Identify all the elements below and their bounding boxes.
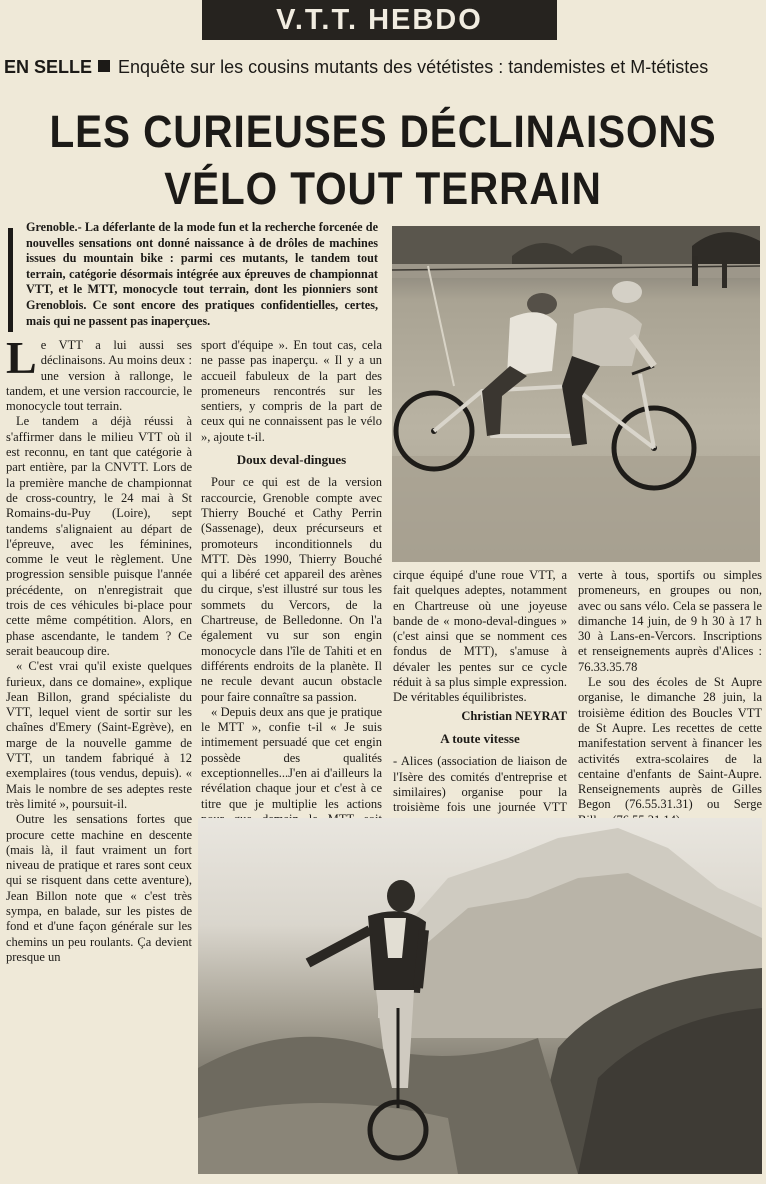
body-column-1 (6, 332, 192, 965)
paragraph-text: e VTT a lui aussi ses déclinaisons. Au moins deux : une version à rallonge, le tandem, et une version raccourcie, le monocycle tout terrain. (6, 338, 192, 414)
paragraph: Pour ce qui est de la version raccourcie, Grenoble compte avec Thierry Bouché et Cathy Perrin (Sassenage), deux précurseurs et promoteurs inconditionnels du MTT. Dès 1990, Thierry Bouché qui a libéré cet appareil des arènes du cirque, s'est illustré sur tous les sommets du Vercors, de la Chartreuse, de Belledonne. On l'a également vu sur son engin monocycle dans l'île de Tahiti et en différents endroits de la planète. Il ne recule devant aucun obstacle pour faire connaître sa passion. (201, 475, 382, 704)
kicker (4, 56, 744, 78)
unicycle-photo (198, 818, 762, 1174)
unicycle-photo-illustration (198, 818, 762, 1174)
paragraph: cirque équipé d'une roue VTT, a fait quelques adeptes, notamment en Chartreuse où une joyeuse bande de « mono-deval-dingues » (c'est ainsi que se nomment ces fondus de MTT), s'amuse à dévaler les pentes sur ce cycle réduit à sa plus simple expression. De véritables équilibristes. (393, 568, 567, 705)
lead-paragraph: Grenoble.- La déferlante de la mode fun et la recherche forcenée de nouvelles sensations ont donné naissance à de drôles de machines issues du mountain bike : parmi ces mutants, le tandem tout terrain, catégorie désormais intégrée aux épreuves de championnat VTT, et le MTT, monocycle tout terrain, dont les pionniers sont Grenoblois. Ce sont encore des pratiques confidentielles, certes, mais qui ne passent pas inaperçues. (26, 220, 378, 328)
paragraph: Le tandem a déjà réussi à s'affirmer dans le milieu VTT où il est reconnu, en tant que catégorie à part entière, par la CNVTT. Lors de la première manche de championnat de cross-country, le 24 mai à St Romains-du-Puy (Loire), sept tandems s'alignaient au départ de l'épreuve, avec les féminines, comme le veut le règlement. Une progression sensible puisque l'année précédente, on n'enregistrait que trois de ces véhicules bi-place pour cette même compétition. Alors, en phase ascendante, le tandem ? Ce serait beaucoup dire. (6, 414, 192, 658)
paragraph: Outre les sensations fortes que procure cette machine en descente (mais là, il faut vraiment un fort niveau de pratique et rares sont ceux qui se risquent dans cette aventure), Jean Billon note que « c'est très sympa, en balade, sur les pistes de fond et d'une façon générale sur les chemins un peu roulants. Ça devient presque un (6, 812, 192, 964)
body-column-4 (578, 568, 762, 828)
square-bullet-icon (98, 60, 110, 72)
kicker-text: Enquête sur les cousins mutants des vététistes : tandemistes et M-tétistes (118, 57, 709, 77)
paragraph: sport d'équipe ». En tout cas, cela ne passe pas inaperçu. « Il y a un accueil fabuleux de la part des promeneurs rencontrés sur les sentiers, y compris de la part de ceux qui ne connaissent pas le vélo », ajoute t-il. (201, 338, 382, 444)
paragraph: Le sou des écoles de St Aupre organise, le dimanche 28 juin, la troisième édition des Boucles VTT de St Aupre. Les recettes de cette manifestation servent à financer les activités extra-scolaires de la centaine d'enfants de Saint-Aupre. Renseignements auprès de Gilles Begon (76.55.31.31) ou Serge (578, 675, 762, 812)
paragraph: « C'est vrai qu'il existe quelques furieux, dans ce domaine», explique Jean Billon, grand spécialiste du VTT, lequel vient de sortir sur les chaînes d'Emery (Saint-Egrève), en marge de la nouvelle gamme de VTT, un tandem fabriqué à 12 exemplaires (tous vendus, depuis). « Mais le nombre de ses adeptes reste très limité », poursuit-il. (6, 659, 192, 811)
paragraph: verte à tous, sportifs ou simples promeneurs, en groupes ou non, avec ou sans vélo. Cela se passera le dimanche 14 juin, de 9 h 30 à 17 h 30 à Lans-en-Vercors. Inscriptions et renseignements auprès d'Alices : 76.33.35.78 (578, 568, 762, 674)
section-banner (202, 0, 557, 40)
author-signature: Christian NEYRAT (461, 708, 567, 723)
body-column-2 (201, 338, 382, 873)
subheading: Doux deval-dingues (236, 452, 347, 468)
body-column-3 (393, 568, 567, 831)
tandem-photo (392, 226, 760, 562)
headline-line-1: LES CURIEUSES DÉCLINAISONS (49, 106, 717, 157)
kicker-tag: EN SELLE (4, 57, 93, 77)
subheading: A toute vitesse (440, 730, 520, 746)
drop-cap: L (6, 332, 37, 383)
paragraph (6, 332, 192, 414)
lead-rule (8, 228, 13, 332)
section-title: V.T.T. HEBDO (276, 3, 483, 36)
tandem-photo-illustration (392, 226, 760, 562)
headline-line-2: VÉLO TOUT TERRAIN (164, 163, 602, 214)
paragraph: - Alices (association de liaison de l'Isère des comités d'entreprise et similaires) organise pour la troisième fois une journée VTT (393, 754, 567, 815)
paragraph: « Depuis deux ans que je pratique le MTT », confie t-il « Je suis intimement persuadé que cet engin possède des qualités exceptionnelles...J'en ai d'ailleurs la révélation chaque jour et c'est à ce titre que je multiplie les actions (201, 704, 382, 811)
